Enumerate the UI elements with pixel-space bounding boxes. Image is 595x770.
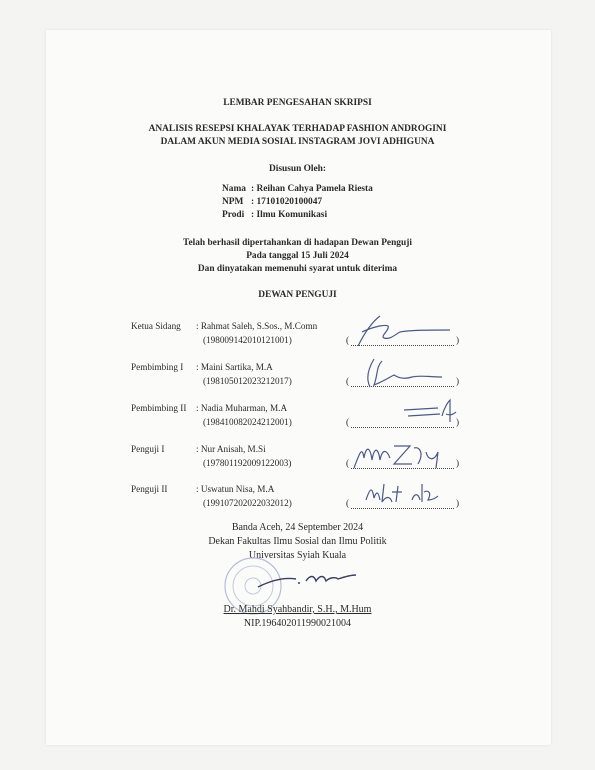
statement-line-3: Dan dinyatakan memenuhi syarat untuk diterima: [197, 264, 398, 274]
signature-dotted-line: [351, 427, 454, 428]
dean-nip: NIP.196402011990021004: [243, 618, 352, 629]
signature-bracket-open: (: [346, 498, 350, 508]
signature-bracket-close: ): [456, 376, 460, 386]
document-title: LEMBAR PENGESAHAN SKRIPSI: [223, 98, 372, 108]
signature-pembimbing-2: [400, 396, 460, 426]
student-name-value: : Reihan Cahya Pamela Riesta: [251, 184, 373, 194]
examiner-nip: (199107202022032012): [203, 498, 292, 508]
examiner-name: : Uswatun Nisa, M.A: [196, 484, 275, 494]
signature-bracket-close: ): [456, 417, 460, 427]
signature-bracket-close: ): [456, 458, 460, 468]
signature-bracket-close: ): [456, 335, 460, 345]
university-name: Universitas Syiah Kuala: [248, 550, 347, 561]
examiner-name: : Rahmat Saleh, S.Sos., M.Comn: [196, 321, 318, 331]
dean-name: Dr. Mahdi Syahbandir, S.H., M.Hum: [223, 604, 372, 615]
signature-dean: [250, 565, 360, 595]
signature-pembimbing-1: [360, 355, 450, 391]
signature-bracket-open: (: [346, 376, 350, 386]
signature-dotted-line: [351, 508, 454, 509]
thesis-title-line-2: DALAM AKUN MEDIA SOSIAL INSTAGRAM JOVI ADHIGUNA: [160, 137, 435, 147]
signature-bracket-open: (: [346, 335, 350, 345]
student-npm-label: NPM: [222, 197, 244, 207]
examiner-nip: (197801192009122003): [203, 458, 292, 468]
examiner-role: Pembimbing I: [131, 362, 184, 372]
statement-line-1: Telah berhasil dipertahankan di hadapan Dewan Penguji: [183, 238, 412, 248]
signature-ketua-sidang: [350, 312, 460, 350]
student-prodi-label: Prodi: [222, 210, 245, 220]
student-prodi-value: : Ilmu Komunikasi: [251, 210, 328, 220]
signature-bracket-open: (: [346, 458, 350, 468]
dean-title: Dekan Fakultas Ilmu Sosial dan Ilmu Politik: [208, 536, 387, 547]
examiner-role: Ketua Sidang: [131, 321, 181, 331]
signature-penguji-1: [350, 438, 450, 472]
signature-penguji-2: [362, 478, 452, 508]
examiner-name: : Nur Anisah, M.Si: [196, 444, 266, 454]
examiner-nip: (198009142010121001): [203, 335, 292, 345]
examiner-name: : Nadia Muharman, M.A: [196, 403, 288, 413]
place-date: Banda Aceh, 24 September 2024: [231, 522, 364, 533]
examiner-role: Penguji I: [131, 444, 165, 454]
examiner-role: Penguji II: [131, 484, 168, 494]
signature-bracket-close: ): [456, 498, 460, 508]
student-npm-value: : 17101020100047: [251, 197, 323, 207]
thesis-title-line-1: ANALISIS RESEPSI KHALAYAK TERHADAP FASHION ANDROGINI: [148, 124, 447, 134]
compiled-by: Disusun Oleh:: [268, 164, 327, 174]
examiner-name: : Maini Sartika, M.A: [196, 362, 273, 372]
student-name-label: Nama: [222, 184, 246, 194]
board-heading: DEWAN PENGUJI: [258, 290, 337, 300]
examiner-role: Pembimbing II: [131, 403, 187, 413]
statement-line-2: Pada tanggal 15 Juli 2024: [246, 251, 349, 261]
examiner-nip: (198410082024212001): [203, 417, 292, 427]
signature-bracket-open: (: [346, 417, 350, 427]
examiner-nip: (198105012023212017): [203, 376, 292, 386]
